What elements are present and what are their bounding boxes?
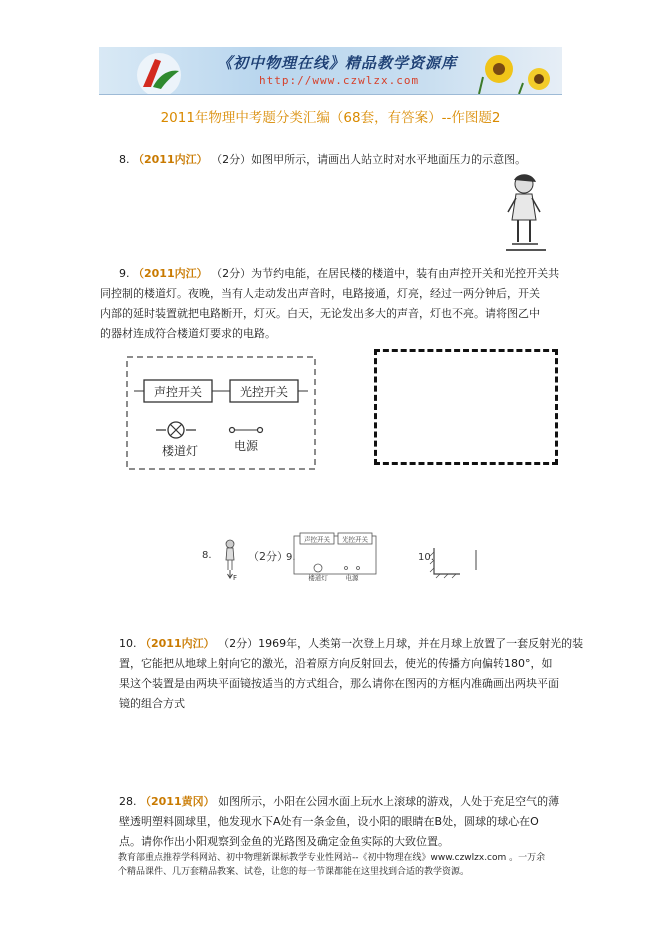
- question-9-line-3: 内部的延时装置就把电路断开，灯灭。白天，无论发出多大的声音，灯也不亮。请将图乙中: [100, 307, 540, 320]
- strip-mirrors: [434, 548, 460, 574]
- question-10: [119, 634, 584, 714]
- question-28-line-2: 壁透明塑料圆球里，他发现水下A处有一条金鱼，设小阳的眼睛在B处，圆球的球心在O: [119, 815, 539, 828]
- components-dashed-frame: [127, 357, 315, 469]
- header-banner: [99, 47, 562, 95]
- strip-person-body: [226, 548, 234, 570]
- question-number: 9.: [119, 267, 130, 280]
- question-8-line-1: [119, 150, 559, 170]
- banner-title: 《初中物理在线》精品教学资源库: [217, 54, 458, 72]
- question-9-line-2: 同控制的楼道灯。夜晚，当有人走动发出声音时，电路接通，灯亮，经过一两分钟后，开关: [100, 287, 540, 300]
- question-source: （2011黄冈）: [140, 795, 215, 808]
- strip-score-8: （2分）: [248, 550, 288, 563]
- question-28-line-1: [119, 792, 559, 812]
- strip-power-terminal-1: [345, 567, 348, 570]
- footer-line-2: 个精品课件、几万套精品教案、试卷，让您的每一节课都能在这里找到合适的教学资源。: [118, 867, 470, 877]
- question-source: （2011内江）: [140, 637, 215, 650]
- question-28-line-3: 点。请你作出小阳观察到金鱼的光路图及确定金鱼实际的大致位置。: [119, 835, 449, 848]
- answer-dashed-box: [374, 349, 558, 465]
- question-source: （2011内江）: [133, 267, 208, 280]
- person-legs: [518, 220, 530, 242]
- question-9: [100, 264, 560, 344]
- lamp-label: 楼道灯: [161, 444, 199, 458]
- question-text: （2分）如图甲所示，请画出人站立时对水平地面压力的示意图。: [211, 153, 527, 166]
- question-10-line-2: 置，它能把从地球上射向它的激光，沿着原方向反射回去，使光的传播方向偏转180°，如: [119, 657, 553, 670]
- question-28: [119, 792, 559, 852]
- strip-switch-2-label: 光控开关: [342, 535, 368, 544]
- sound-switch-label: 声控开关: [153, 385, 203, 399]
- question-source: （2011内江）: [133, 153, 208, 166]
- strip-force-label: F: [233, 574, 238, 582]
- question-number: 8.: [119, 153, 130, 166]
- figure-jia-person: [498, 170, 550, 252]
- strip-lamp-label: 楼道灯: [308, 574, 328, 582]
- strip-power-label: 电源: [345, 574, 359, 582]
- question-text: （2分）为节约电能，在居民楼的楼道中，装有由声控开关和光控开关共: [211, 267, 560, 280]
- strip-label-8: 8.: [202, 550, 212, 561]
- power-terminal-left: [230, 428, 235, 433]
- light-switch-label: 光控开关: [239, 385, 289, 399]
- strip-lamp-icon: [314, 564, 322, 572]
- question-number: 28.: [119, 795, 137, 808]
- document-title: 2011年物理中考题分类汇编（68套，有答案）--作图题2: [160, 110, 501, 126]
- question-number: 10.: [119, 637, 137, 650]
- sunflower-center-2: [534, 74, 544, 84]
- page-footer: [118, 851, 568, 879]
- power-label: 电源: [233, 439, 259, 453]
- sunflower-center: [493, 63, 505, 75]
- question-8: [119, 150, 559, 170]
- strip-label-10: 10.: [418, 552, 434, 563]
- question-9-line-1: [119, 264, 559, 284]
- question-10-line-3: 果这个装置是由两块平面镜按适当的方式组合，那么请你在图丙的方框内准确画出两块平面: [119, 677, 559, 690]
- question-9-line-4: 的器材连成符合楼道灯要求的电路。: [100, 327, 276, 340]
- strip-person-head: [226, 540, 234, 548]
- strip-switch-1-label: 声控开关: [304, 535, 330, 544]
- strip-power-terminal-2: [357, 567, 360, 570]
- banner-url[interactable]: http://www.czwlzx.com: [259, 74, 420, 87]
- figure-yi-components: [124, 354, 318, 472]
- question-10-line-1: [119, 634, 584, 654]
- question-text: （2分）1969年，人类第一次登上月球，并在月球上放置了一套反射光的装: [218, 637, 584, 650]
- answer-figures-strip: [198, 530, 480, 582]
- footer-line-1: 教育部重点推荐学科网站、初中物理新课标教学专业性网站--《初中物理在线》www.czwlzx.com 。一万余: [118, 853, 546, 863]
- power-terminal-right: [258, 428, 263, 433]
- question-text: 如图所示，小阳在公园水面上玩水上滚球的游戏，人处于充足空气的薄: [218, 795, 560, 808]
- strip-label-9: 9.: [286, 552, 296, 563]
- question-10-line-4: 镜的组合方式: [119, 697, 185, 710]
